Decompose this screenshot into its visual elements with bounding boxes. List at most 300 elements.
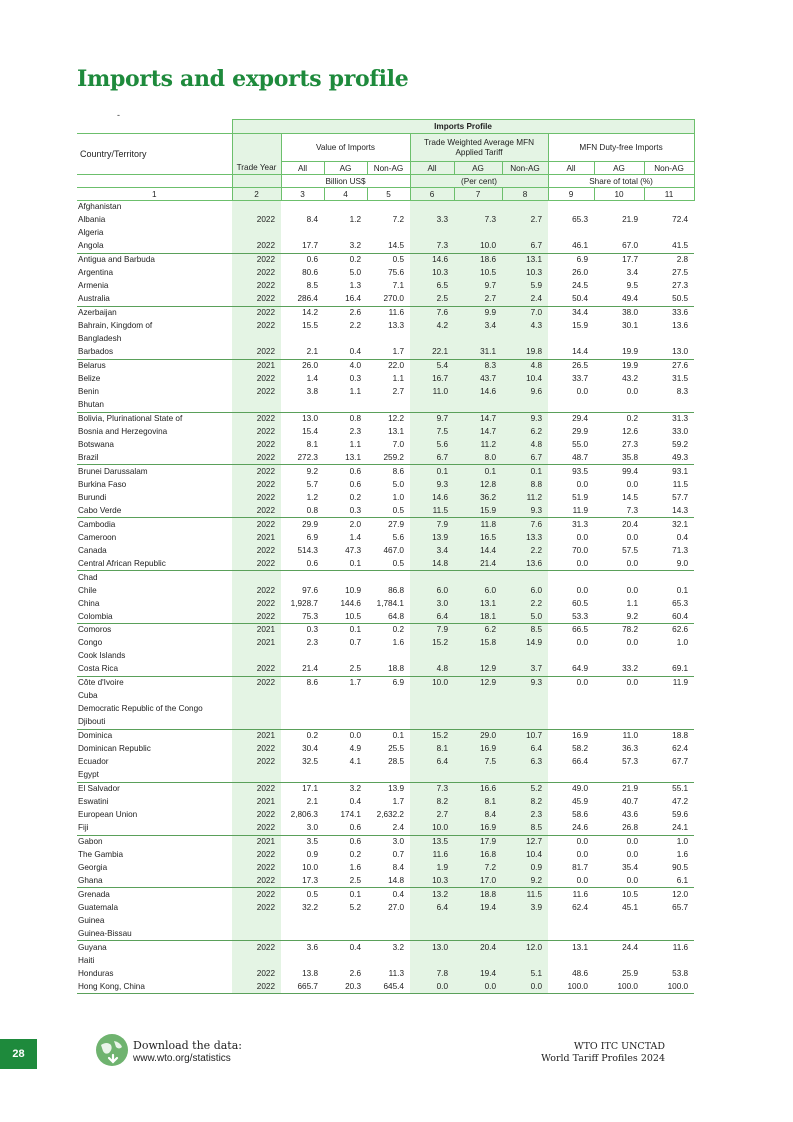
value-cell: 3.0 [392,836,404,846]
year-cell [232,716,281,729]
value-cell: 7.8 [410,967,454,980]
value-cell: 2.1 [306,797,318,807]
value-cell [644,650,694,663]
value-cell: 47.3 [345,545,361,555]
table-row [77,451,694,464]
value-cell: 0.1 [502,465,548,478]
value-cell: 3.4 [626,268,638,278]
country-cell: Angola [77,240,232,253]
value-cell: 51.9 [572,492,588,502]
value-cell: 9.6 [502,386,548,399]
dash-mark: - [117,110,120,120]
value-cell: 13.8 [302,968,318,978]
value-cell: 7.0 [392,439,404,449]
value-cell: 11.9 [672,678,689,688]
value-cell: 7.5 [454,756,502,769]
country-cell: Afghanistan [78,202,122,212]
value-cell: 4.8 [502,438,548,451]
value-cell: 0.3 [324,504,367,517]
country-cell: Costa Rica [77,663,232,676]
col-number: 3 [281,188,324,201]
value-cell: 0.0 [502,980,548,993]
year-cell: 2021 [232,531,281,544]
value-cell: 10.0 [410,822,454,835]
value-cell: 9.3 [502,412,548,425]
value-cell: 2.5 [324,874,367,887]
value-cell: 1.2 [349,215,361,225]
value-cell: 16.8 [454,848,502,861]
value-cell: 100.0 [594,980,644,993]
country-cell: Honduras [78,968,114,978]
value-cell: 2.3 [502,809,548,822]
value-cell: 32.1 [672,519,689,529]
value-cell: 35.8 [594,451,644,464]
value-cell: 27.3 [672,281,689,291]
table-row [77,914,694,927]
value-cell: 4.2 [410,320,454,333]
col-number: 4 [324,188,367,201]
value-cell: 15.9 [572,321,588,331]
value-cell: 514.3 [297,545,318,555]
value-cell: 5.7 [306,479,318,489]
value-cell: 27.9 [388,519,404,529]
value-cell: 6.9 [306,532,318,542]
country-cell: Central African Republic [77,557,232,570]
value-cell: 21.4 [454,557,502,570]
year-cell [232,769,281,782]
value-cell: 10.0 [302,862,318,872]
value-cell: 16.5 [454,531,502,544]
value-cell: 3.2 [392,942,404,952]
country-cell: Botswana [78,439,114,449]
value-cell: 0.0 [626,532,638,542]
value-cell: 20.4 [622,519,638,529]
value-cell: 5.0 [392,479,404,489]
value-cell [367,571,410,584]
value-cell: 8.5 [306,281,318,291]
value-cell: 5.4 [410,359,454,372]
value-cell [367,650,410,663]
value-cell: 31.1 [454,346,502,359]
table-row [77,425,694,438]
year-cell: 2022 [232,373,281,386]
value-cell: 48.7 [548,451,594,464]
year-cell: 2022 [232,253,281,266]
publication-title: World Tariff Profiles 2024 [541,1053,665,1064]
value-cell [502,954,548,967]
value-cell: 0.5 [367,504,410,517]
value-cell: 59.2 [672,439,689,449]
value-cell: 4.9 [349,744,361,754]
value-cell: 7.3 [594,504,644,517]
table-row [77,690,694,703]
country-cell: Bosnia and Herzegovina [78,426,168,436]
year-cell: 2022 [232,412,281,425]
value-cell: 49.3 [644,451,694,464]
value-cell: 11.5 [672,479,689,489]
year-cell: 2022 [232,874,281,887]
table-row [77,214,694,227]
value-cell: 6.4 [410,756,454,769]
value-cell: 6.0 [502,584,548,597]
value-cell [644,914,694,927]
col-number: 10 [594,188,644,201]
value-cell [502,399,548,412]
sub-all: All [548,162,594,175]
value-cell: 8.3 [676,387,689,397]
value-cell: 9.7 [454,280,502,293]
year-cell: 2022 [232,809,281,822]
value-cell: 100.0 [644,980,694,993]
country-cell: Grenada [78,889,110,899]
value-cell: 0.0 [576,678,588,688]
country-cell: El Salvador [78,784,120,794]
value-cell [548,769,594,782]
value-cell [454,571,502,584]
value-cell: 2.1 [281,346,324,359]
country-cell: Djibouti [77,716,232,729]
value-cell: 14.8 [367,874,410,887]
value-cell: 0.4 [676,532,689,542]
value-cell: 19.8 [502,346,548,359]
value-cell: 4.0 [349,361,361,371]
col-number: 8 [502,188,548,201]
value-cell: 5.9 [502,280,548,293]
table-row [77,743,694,756]
value-cell: 29.9 [572,426,588,436]
table-row [77,267,694,280]
country-cell: Cambodia [78,519,116,529]
value-cell: 2.3 [349,426,361,436]
country-cell: Australia [77,293,232,306]
value-cell [644,703,694,716]
value-cell: 90.5 [672,862,689,872]
value-cell [594,571,644,584]
value-cell: 13.3 [502,531,548,544]
value-cell [594,227,644,240]
value-cell: 8.3 [454,359,502,372]
value-cell: 9.2 [502,874,548,887]
value-cell: 1.9 [410,861,454,874]
value-cell: 8.4 [454,809,502,822]
value-cell: 13.1 [324,451,367,464]
value-cell: 1.1 [626,598,638,608]
value-cell [594,703,644,716]
table-row [77,557,694,570]
value-cell [644,690,694,703]
value-cell: 3.3 [410,214,454,227]
value-cell: 11.2 [502,491,548,504]
year-cell [232,914,281,927]
value-cell: 67.0 [594,240,644,253]
download-title: Download the data: [133,1039,242,1052]
value-cell: 8.5 [502,624,548,637]
value-cell: 33.2 [594,663,644,676]
value-cell: 1.0 [676,836,689,846]
table-row [77,650,694,663]
table-row [77,346,694,359]
value-cell: 11.0 [410,386,454,399]
value-cell: 7.2 [392,215,404,225]
table-row [77,796,694,809]
year-cell: 2021 [232,835,281,848]
value-cell: 0.0 [626,585,638,595]
value-cell: 16.9 [572,731,588,741]
value-cell: 18.8 [454,888,502,901]
value-cell: 6.7 [502,240,548,253]
table-row [77,320,694,333]
value-cell [324,333,367,346]
value-cell: 9.0 [644,557,694,570]
value-cell: 3.5 [306,836,318,846]
value-cell: 13.1 [388,426,404,436]
value-cell: 45.9 [572,797,588,807]
table-row [77,769,694,782]
value-cell: 8.1 [454,796,502,809]
value-cell: 0.0 [576,532,588,542]
year-cell: 2022 [232,346,281,359]
year-cell: 2021 [232,729,281,742]
value-cell: 10.4 [502,848,548,861]
value-cell: 7.3 [410,782,454,795]
year-cell [232,227,281,240]
value-cell: 22.1 [410,346,454,359]
value-cell: 16.4 [324,293,367,306]
table-row [77,835,694,848]
table-row [77,253,694,266]
value-cell: 26.0 [572,268,588,278]
year-cell: 2022 [232,901,281,914]
value-cell [644,399,694,412]
table-row [77,848,694,861]
country-cell: Georgia [78,862,108,872]
value-cell [502,333,548,346]
value-cell: 3.6 [306,942,318,952]
value-cell: 286.4 [281,293,324,306]
country-cell: Guatemala [78,902,119,912]
download-url-link[interactable]: www.wto.org/statistics [133,1053,231,1064]
value-cell [502,227,548,240]
value-cell [594,716,644,729]
value-cell: 259.2 [367,451,410,464]
unit-share: Share of total (%) [548,175,694,188]
value-cell: 12.0 [672,889,689,899]
value-cell: 7.9 [410,624,454,637]
value-cell: 3.9 [502,901,548,914]
value-cell [548,571,594,584]
value-cell: 0.6 [281,557,324,570]
value-cell [454,399,502,412]
value-cell [454,703,502,716]
value-cell: 15.2 [410,729,454,742]
value-cell: 6.7 [502,451,548,464]
value-cell: 6.7 [410,451,454,464]
value-cell: 71.3 [672,545,689,555]
value-cell: 12.9 [454,663,502,676]
value-cell: 0.1 [454,465,502,478]
value-cell: 8.5 [502,822,548,835]
value-cell: 6.0 [454,584,502,597]
year-cell: 2022 [232,743,281,756]
table-row [77,478,694,491]
year-cell: 2022 [232,478,281,491]
value-cell: 45.1 [622,902,638,912]
value-cell: 0.6 [349,836,361,846]
value-cell [410,769,454,782]
year-cell: 2022 [232,425,281,438]
value-cell [594,399,644,412]
value-cell [644,769,694,782]
year-cell [232,201,281,214]
country-cell: Ghana [77,874,232,887]
sub-ag: AG [324,162,367,175]
country-cell: Azerbaijan [78,308,117,318]
value-cell [454,690,502,703]
value-cell [548,716,594,729]
value-cell: 11.9 [548,504,594,517]
value-cell: 1.0 [676,638,689,648]
value-cell: 0.0 [626,638,638,648]
country-cell: Cuba [78,691,98,701]
value-cell: 46.1 [548,240,594,253]
year-cell: 2022 [232,967,281,980]
value-cell: 0.4 [349,797,361,807]
value-cell: 6.4 [410,610,454,623]
table-row [77,624,694,637]
col-number: 2 [232,188,281,201]
value-cell: 53.3 [548,610,594,623]
value-cell: 13.3 [388,321,404,331]
value-cell: 60.4 [644,610,694,623]
value-cell: 32.2 [302,902,318,912]
value-cell: 4.8 [410,663,454,676]
value-cell: 86.8 [388,585,404,595]
value-cell: 3.4 [454,320,502,333]
value-cell: 5.6 [410,438,454,451]
value-cell: 24.4 [622,942,638,952]
value-cell [281,399,324,412]
value-cell [644,227,694,240]
value-cell: 9.2 [306,466,318,476]
value-cell: 13.0 [644,346,694,359]
table-row [77,306,694,319]
year-cell: 2022 [232,782,281,795]
value-cell: 665.7 [281,980,324,993]
table-row [77,822,694,835]
country-cell: Argentina [78,268,114,278]
value-cell: 11.3 [388,968,404,978]
value-cell: 53.8 [672,968,689,978]
value-cell: 34.4 [572,308,588,318]
table-row [77,465,694,478]
value-cell: 2.4 [367,822,410,835]
country-cell: Colombia [77,610,232,623]
value-cell: 0.0 [576,849,588,859]
country-cell: Eswatini [78,797,109,807]
table-row [77,874,694,887]
value-cell: 25.5 [388,744,404,754]
value-cell: 65.3 [672,598,689,608]
value-cell: 14.6 [454,386,502,399]
value-cell: 9.3 [410,478,454,491]
value-cell: 10.9 [345,585,361,595]
value-cell: 11.6 [410,848,454,861]
value-cell: 0.0 [594,557,644,570]
country-cell: Democratic Republic of the Congo [78,704,203,714]
value-cell [644,201,694,214]
value-cell: 32.5 [302,757,318,767]
country-cell: Armenia [78,281,109,291]
value-cell: 2.7 [392,387,404,397]
value-cell [281,914,324,927]
value-cell [548,954,594,967]
value-cell [548,927,594,940]
page-title: Imports and exports profile [77,66,409,92]
value-cell: 2.5 [324,663,367,676]
value-cell: 5.6 [392,532,404,542]
value-cell: 0.8 [281,504,324,517]
sub-nonag: Non-AG [644,162,694,175]
year-cell: 2022 [232,438,281,451]
table-body [77,201,694,994]
value-cell: 9.7 [410,412,454,425]
value-cell: 0.6 [306,255,318,265]
value-cell [281,571,324,584]
value-cell [644,333,694,346]
value-cell: 14.5 [367,240,410,253]
sub-ag: AG [594,162,644,175]
value-cell: 2.0 [349,519,361,529]
value-cell: 10.3 [410,267,454,280]
year-cell: 2021 [232,796,281,809]
publisher-info [541,1041,665,1065]
value-cell: 3.8 [306,387,318,397]
value-cell: 14.7 [454,412,502,425]
table-row [77,412,694,425]
country-cell: Hong Kong, China [77,980,232,993]
table-row [77,716,694,729]
value-cell: 7.2 [454,861,502,874]
page-number: 28 [0,1039,37,1069]
value-cell [502,201,548,214]
value-cell: 645.4 [367,980,410,993]
value-cell: 0.5 [392,255,404,265]
value-cell [502,703,548,716]
value-cell: 50.4 [548,293,594,306]
value-cell: 75.6 [388,268,404,278]
country-cell: Guinea-Bissau [77,927,232,940]
value-cell: 1.4 [349,532,361,542]
value-cell: 9.3 [502,504,548,517]
year-cell: 2022 [232,610,281,623]
value-cell: 25.9 [622,968,638,978]
value-cell [454,650,502,663]
value-cell: 7.3 [410,240,454,253]
value-cell: 467.0 [383,545,404,555]
value-cell: 2,632.2 [376,810,404,820]
country-cell: Bahrain, Kingdom of [78,321,153,331]
country-cell: Antigua and Barbuda [78,255,155,265]
value-cell: 43.6 [622,810,638,820]
country-cell: European Union [78,810,138,820]
value-cell: 65.7 [672,902,689,912]
imports-profile-table [77,119,695,994]
value-cell: 31.3 [672,413,689,423]
value-cell: 14.2 [302,308,318,318]
value-cell: 41.5 [644,240,694,253]
value-cell: 12.7 [502,835,548,848]
value-cell: 10.0 [454,240,502,253]
